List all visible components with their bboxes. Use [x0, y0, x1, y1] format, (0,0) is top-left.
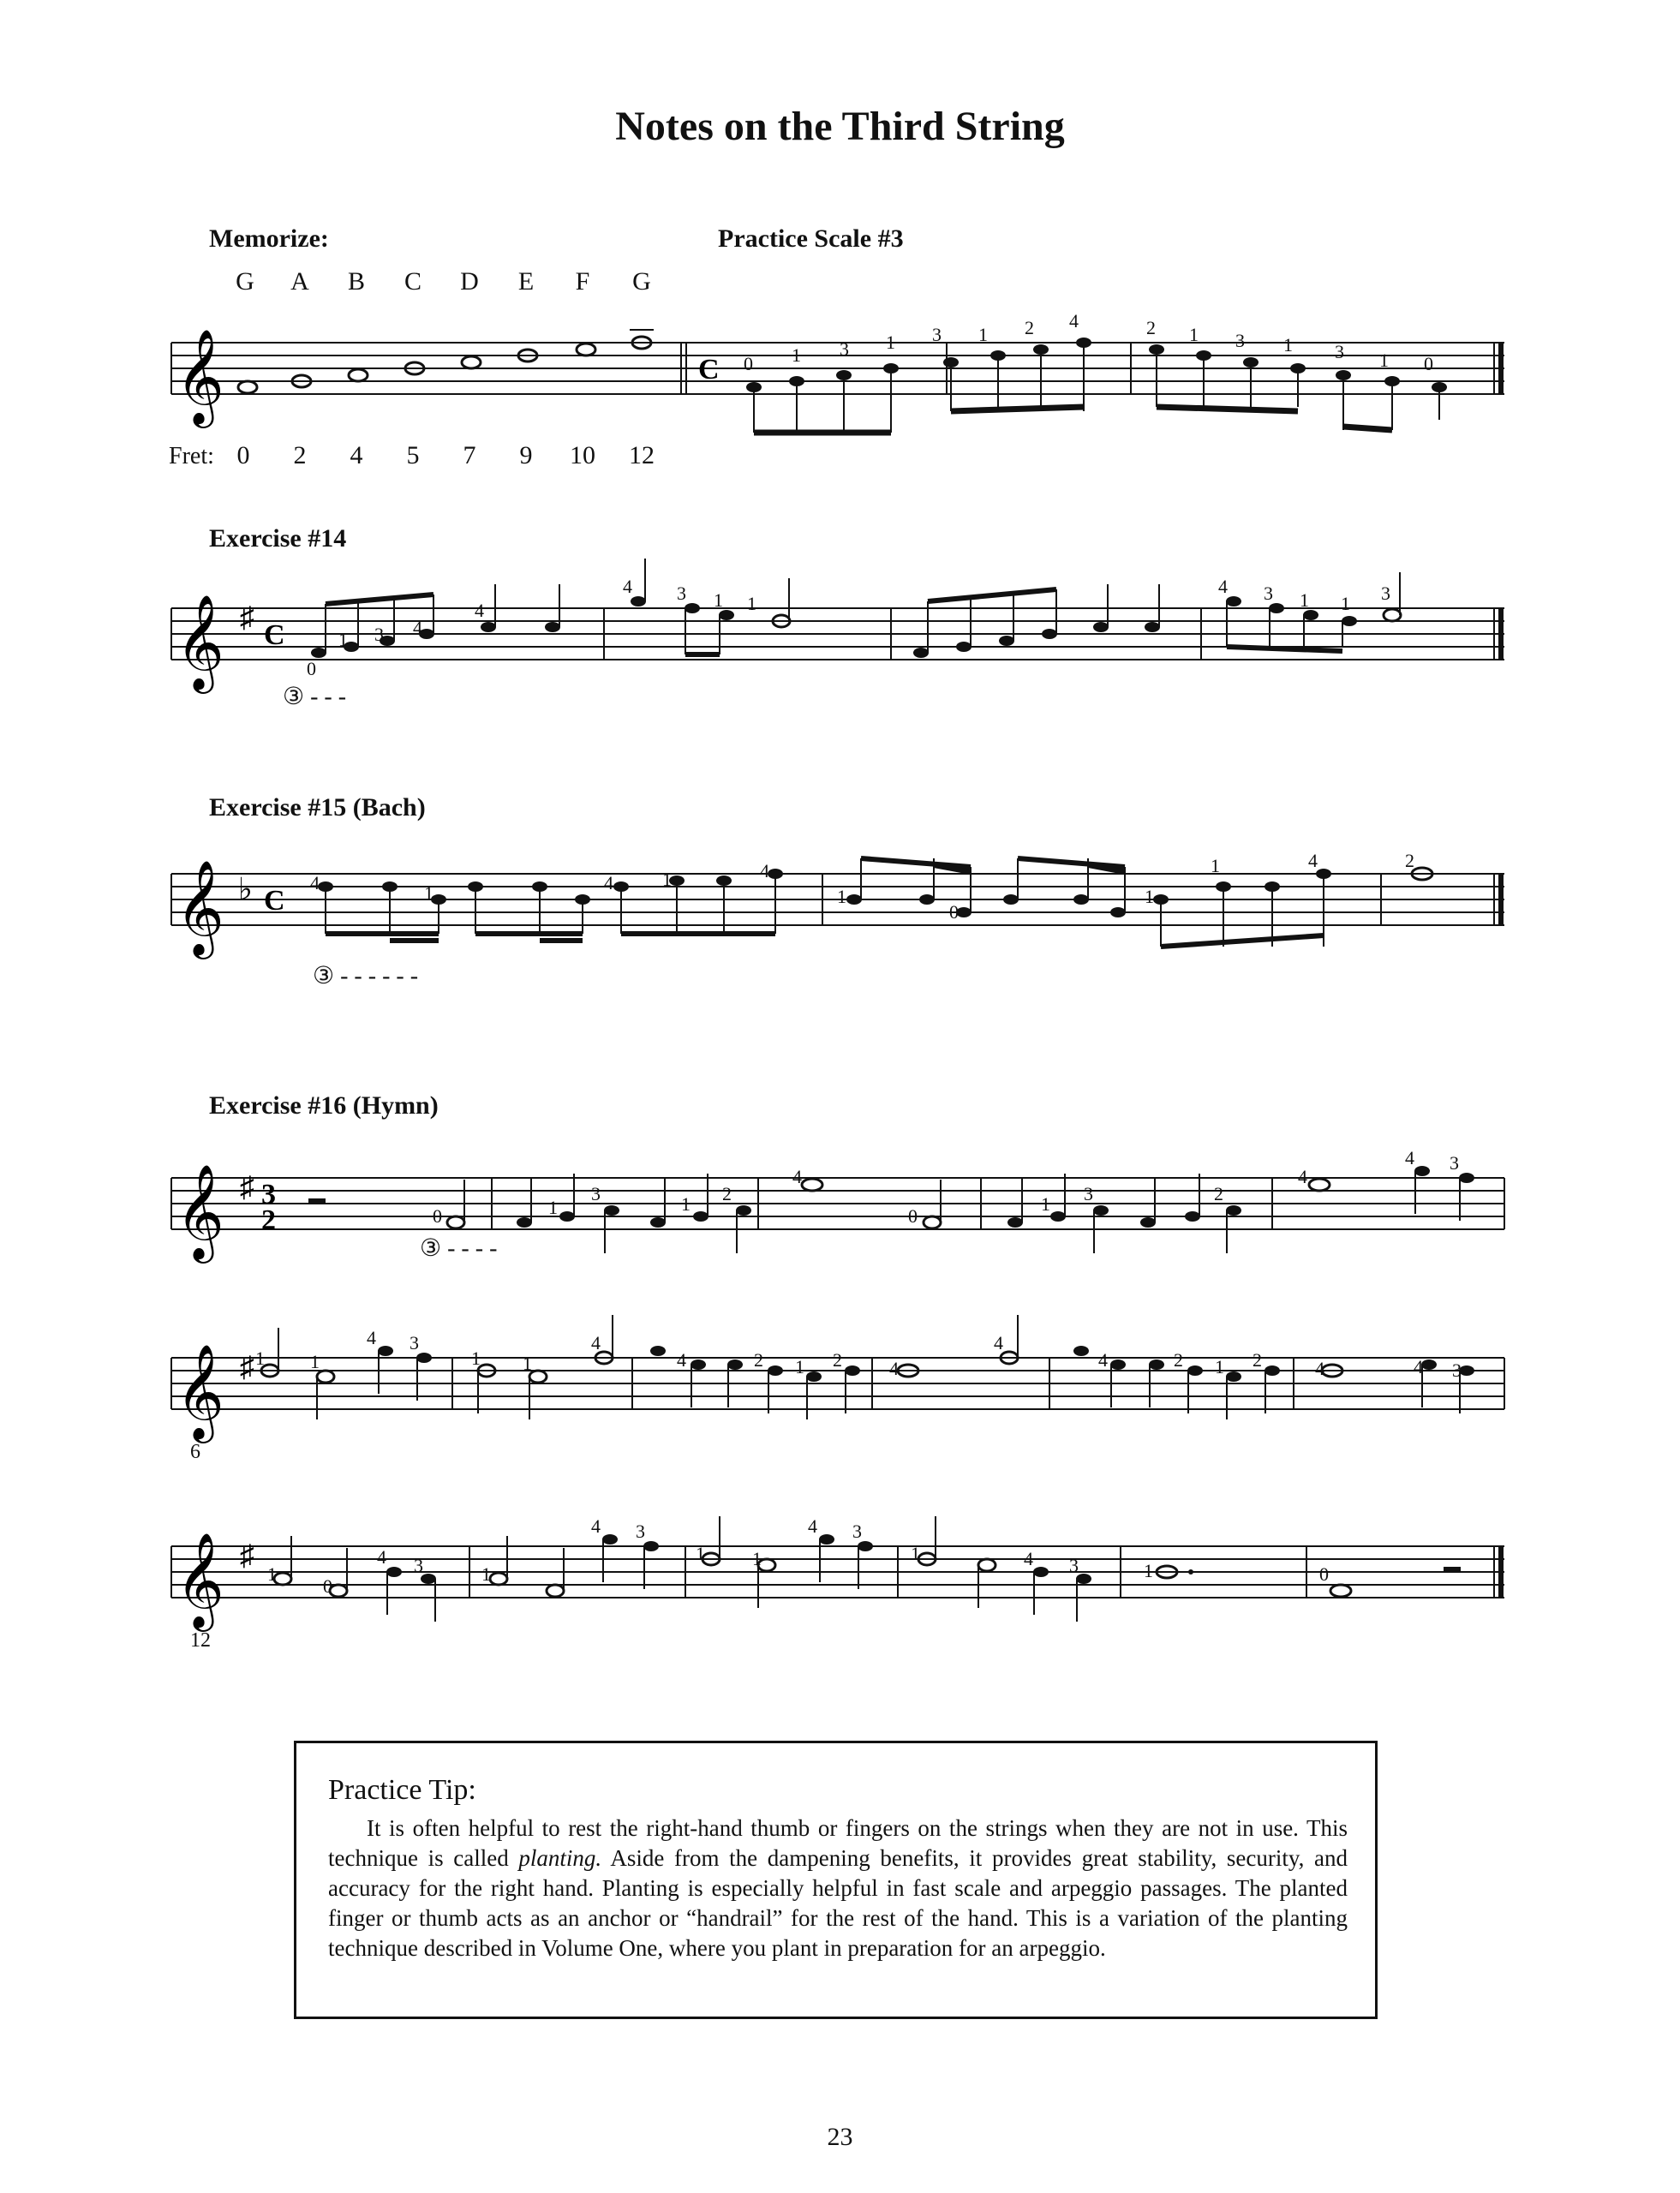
svg-text:1: 1	[481, 1563, 491, 1585]
svg-text:2: 2	[1025, 317, 1034, 338]
svg-text:3: 3	[591, 1183, 601, 1204]
svg-text:0: 0	[1319, 1563, 1329, 1585]
svg-text:2: 2	[833, 1349, 842, 1371]
note-letter-row	[0, 267, 685, 302]
common-time-icon: C	[264, 885, 285, 917]
svg-text:4: 4	[760, 860, 769, 881]
svg-text:4: 4	[994, 1332, 1003, 1353]
svg-text:3: 3	[374, 624, 384, 645]
fret-number: 7	[463, 441, 476, 469]
svg-text:1: 1	[747, 593, 756, 614]
svg-text:3: 3	[1450, 1152, 1459, 1174]
practice-tip-emphasis: planting.	[518, 1845, 602, 1871]
page-number: 23	[827, 2123, 853, 2151]
svg-text:4: 4	[475, 600, 484, 621]
svg-text:1: 1	[978, 324, 988, 345]
svg-text:4: 4	[591, 1515, 601, 1537]
svg-text:4: 4	[1069, 310, 1079, 332]
svg-text:4: 4	[1298, 1166, 1307, 1187]
note-letter: A	[290, 267, 309, 296]
svg-text:4: 4	[1098, 1349, 1108, 1371]
exercise-16-heading: Exercise #16 (Hymn)	[209, 1091, 439, 1120]
svg-text:3: 3	[410, 1332, 419, 1353]
svg-text:0: 0	[323, 1575, 332, 1597]
svg-text:1: 1	[1189, 324, 1199, 345]
svg-text:2: 2	[1146, 317, 1156, 338]
svg-text:1: 1	[795, 1356, 804, 1377]
time-signature-top: 3	[261, 1179, 276, 1210]
svg-text:1: 1	[1283, 334, 1293, 356]
svg-text:2: 2	[1174, 1349, 1183, 1371]
measure-number: 12	[190, 1629, 211, 1652]
exercise-15-heading: Exercise #15 (Bach)	[209, 793, 426, 822]
svg-text:1: 1	[548, 1197, 558, 1218]
svg-text:4: 4	[310, 872, 320, 893]
svg-text:1: 1	[1144, 1560, 1153, 1581]
svg-text:4: 4	[623, 576, 632, 597]
svg-text:3: 3	[1381, 583, 1390, 604]
svg-text:1: 1	[310, 1351, 320, 1372]
fret-number: 2	[293, 441, 307, 469]
svg-text:4: 4	[1405, 1147, 1414, 1168]
svg-text:3: 3	[1084, 1183, 1093, 1204]
svg-text:0: 0	[744, 353, 753, 374]
svg-text:4: 4	[591, 1332, 601, 1353]
note-letter: D	[460, 267, 479, 296]
svg-text:1: 1	[911, 1543, 920, 1564]
svg-text:3: 3	[1452, 1359, 1462, 1381]
svg-text:0: 0	[307, 658, 316, 679]
svg-text:0: 0	[433, 1205, 442, 1227]
svg-text:4: 4	[1414, 1356, 1423, 1377]
sharp-icon: ♯	[240, 1540, 254, 1572]
svg-text:3: 3	[677, 583, 686, 604]
svg-text:1: 1	[714, 589, 723, 611]
string-marker: ③ - - -	[283, 684, 347, 710]
note-letter: G	[632, 267, 651, 296]
note-letter: E	[517, 267, 535, 296]
svg-text:2: 2	[754, 1349, 763, 1371]
svg-text:1: 1	[1341, 593, 1350, 614]
svg-text:2: 2	[1405, 850, 1414, 871]
page-title: Notes on the Third String	[615, 104, 1065, 149]
svg-text:1: 1	[792, 344, 801, 366]
svg-text:4: 4	[889, 1358, 899, 1379]
svg-text:0: 0	[1424, 353, 1433, 374]
svg-text:4: 4	[367, 1327, 376, 1348]
treble-clef-icon: 𝄞	[176, 594, 224, 690]
svg-text:3: 3	[636, 1521, 645, 1542]
svg-text:1: 1	[1145, 886, 1154, 907]
memorize-heading: Memorize:	[209, 224, 329, 253]
practice-scale-heading: Practice Scale #3	[718, 224, 904, 253]
svg-text:3: 3	[414, 1555, 423, 1576]
exercise-15-staff	[0, 848, 1680, 985]
treble-clef-icon: 𝄞	[176, 859, 224, 955]
svg-text:4: 4	[808, 1515, 817, 1537]
svg-text:1: 1	[424, 882, 433, 904]
practice-tip-text	[328, 1814, 1348, 1963]
common-time-icon: C	[264, 619, 285, 651]
note-letter: C	[404, 267, 421, 296]
exercise-14-staff	[0, 576, 1680, 711]
half-rest-icon	[1444, 1567, 1461, 1572]
svg-text:3: 3	[1235, 330, 1245, 351]
svg-text:1: 1	[523, 1353, 532, 1374]
common-time-icon: C	[698, 354, 720, 385]
fret-number: 4	[350, 441, 363, 469]
string-marker: ③ - - - - - -	[313, 963, 419, 989]
svg-text:1: 1	[681, 1193, 691, 1215]
half-rest-icon	[308, 1198, 326, 1204]
svg-text:4: 4	[677, 1349, 686, 1371]
fret-label: Fret:	[169, 443, 214, 469]
svg-text:1: 1	[267, 1563, 277, 1585]
svg-text:3: 3	[932, 324, 942, 345]
svg-text:2: 2	[722, 1183, 732, 1204]
flat-icon: ♭	[238, 872, 253, 906]
exercise-16-staff-line1	[0, 1147, 1680, 1281]
svg-text:1: 1	[696, 1543, 705, 1564]
svg-text:4: 4	[792, 1166, 802, 1187]
svg-text:1: 1	[752, 1548, 762, 1569]
exercise-14-heading: Exercise #14	[209, 524, 347, 553]
exercise-16-staff-line2	[0, 1327, 1680, 1461]
svg-text:4: 4	[1308, 850, 1318, 871]
svg-text:4: 4	[604, 872, 613, 893]
svg-text:3: 3	[1069, 1555, 1079, 1576]
string-marker: ③ - - - -	[420, 1235, 498, 1262]
svg-text:0: 0	[908, 1205, 918, 1227]
svg-text:2: 2	[1214, 1183, 1223, 1204]
svg-text:1: 1	[338, 629, 348, 650]
practice-tip-text-before: It is often helpful to rest the right-hand thumb or fingers on the strings when they are not in use. This technique is called	[328, 1815, 1348, 1871]
time-signature-bottom: 2	[261, 1204, 276, 1236]
whole-notes	[238, 337, 651, 393]
svg-text:4: 4	[1218, 576, 1228, 597]
svg-text:1: 1	[255, 1347, 265, 1369]
svg-text:4: 4	[413, 617, 422, 638]
treble-clef-icon: 𝄞	[176, 1532, 224, 1628]
fret-number: 10	[570, 441, 595, 469]
svg-text:1: 1	[886, 332, 895, 353]
note-letter: G	[236, 267, 254, 296]
svg-text:1: 1	[1215, 1356, 1224, 1377]
svg-text:1: 1	[1379, 350, 1389, 371]
practice-tip-box	[294, 1741, 1378, 2019]
svg-text:1: 1	[837, 886, 846, 907]
sharp-icon: ♯	[240, 1172, 254, 1204]
svg-text:4: 4	[1024, 1548, 1033, 1569]
svg-text:0: 0	[949, 901, 959, 923]
treble-clef-icon: 𝄞	[176, 1163, 224, 1259]
treble-clef-icon: 𝄞	[176, 1343, 224, 1439]
svg-text:4: 4	[1315, 1358, 1324, 1379]
svg-text:1: 1	[1041, 1193, 1050, 1215]
fret-number: 9	[519, 441, 533, 469]
note-letter: B	[347, 267, 365, 296]
svg-text:3: 3	[1264, 583, 1273, 604]
svg-text:1: 1	[471, 1347, 481, 1369]
practice-tip-text-after: Aside from the dampening benefits, it provides great stability, security, and accuracy for the right hand. Planting is especially helpful in fast scale and arpeggio passages. The planted finger or thumb acts as an anchor or “handrail” for the rest of the hand. This is a variation of the planting technique described in Volume One, where you plant in preparation for an arpeggio.	[328, 1845, 1348, 1961]
svg-text:3: 3	[1335, 341, 1344, 362]
svg-text:1: 1	[662, 869, 672, 890]
fret-number: 5	[406, 441, 420, 469]
svg-text:3: 3	[852, 1521, 862, 1542]
svg-text:1: 1	[1211, 855, 1220, 876]
svg-text:2: 2	[1253, 1349, 1262, 1371]
exercise-16-staff-line3	[0, 1515, 1680, 1649]
memorize-and-scale-staff	[0, 308, 1680, 454]
svg-text:1: 1	[1300, 589, 1309, 611]
fret-number: 0	[236, 441, 250, 469]
measure-number: 6	[190, 1441, 200, 1463]
treble-clef-icon: 𝄞	[176, 328, 224, 424]
sharp-icon: ♯	[240, 1352, 254, 1383]
fret-number: 12	[629, 441, 655, 469]
practice-tip-heading: Practice Tip:	[328, 1774, 476, 1806]
fret-number-row	[0, 441, 685, 475]
svg-text:4: 4	[377, 1546, 386, 1568]
sharp-icon: ♯	[240, 602, 254, 634]
svg-text:3: 3	[840, 338, 849, 360]
note-letter: F	[575, 267, 590, 296]
